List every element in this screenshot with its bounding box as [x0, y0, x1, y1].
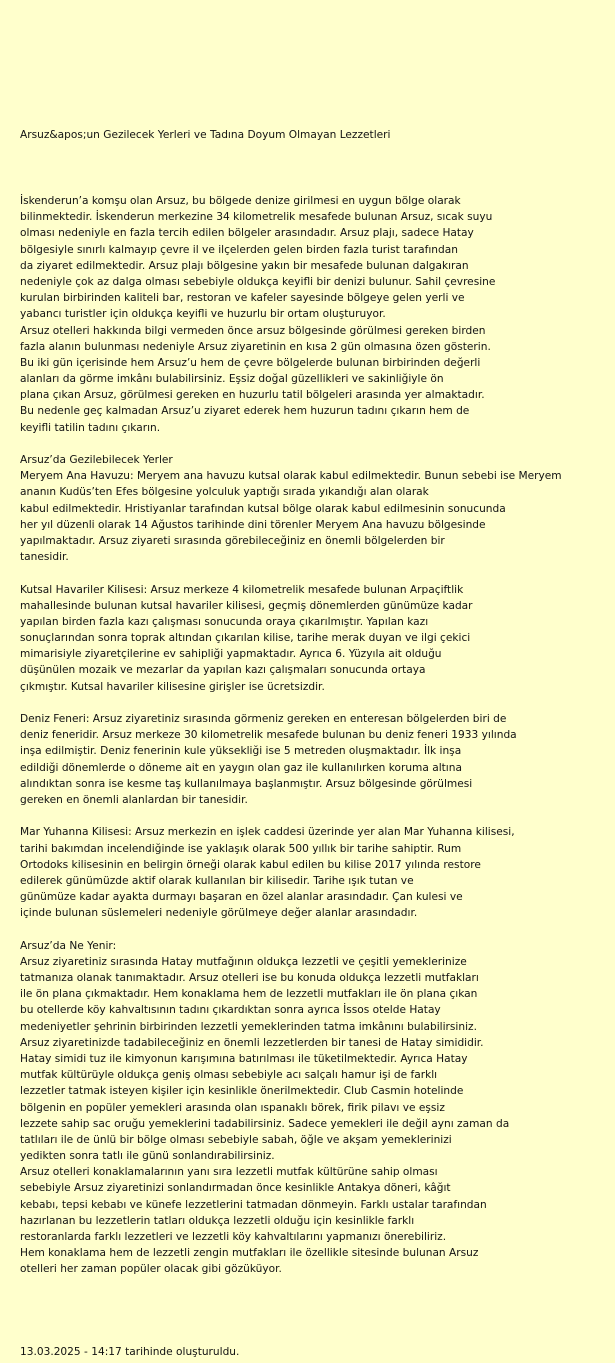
page-title: Arsuz&apos;un Gezilecek Yerleri ve Tadına Doyum Olmayan Lezzetleri	[20, 129, 391, 141]
text-line: günümüze kadar ayakta durmayı başaran en özel alanlar arasındadır. Çan kulesi ve	[20, 891, 463, 904]
paragraph-spacer	[20, 921, 610, 937]
text-line: kurulan birbirinden kaliteli bar, restoran ve kafeler sayesinde bölgeye gelen yerli ve	[20, 292, 465, 305]
text-line: Meryem Ana Havuzu: Meryem ana havuzu kutsal olarak kabul edilmektedir. Bunun sebebi ise Meryem	[20, 470, 562, 483]
text-line: tarihi bakımdan incelendiğinde ise yaklaşık olarak 500 yıllık bir tarihe sahiptir. Rum	[20, 842, 462, 855]
text-line: gereken en önemli alanlardan bir tanesidir.	[20, 793, 248, 806]
paragraph-spacer	[20, 565, 610, 581]
text-line: Bu iki gün içerisinde hem Arsuz’u hem de çevre bölgelerde bulunan birbirinden değerli	[20, 356, 481, 369]
article-body	[20, 193, 610, 1278]
text-line: keyifli tatilin tadını çıkarın.	[20, 421, 161, 434]
text-line: restoranlarda farklı lezzetleri ve lezzetli köy kahvaltılarını yapmanızı önerebiliriz.	[20, 1231, 447, 1243]
text-line: bölgesiyle sınırlı kalmayıp çevre il ve ilçelerden gelen birden fazla turist tarafından	[20, 243, 458, 256]
text-line: Kutsal Havariler Kilisesi: Arsuz merkeze 4 kilometrelik mesafede bulunan Arpaçiftlik	[20, 583, 464, 596]
text-line: medeniyetler şehrinin birbirinden lezzetli yemeklerinden tatma imkânını bulabilirsiniz.	[20, 1020, 477, 1033]
text-line: da ziyaret edilmektedir. Arsuz plajı bölgesine yakın bir mesafede bulunan dalgakıran	[20, 259, 469, 272]
text-line: edildiği dönemlerde o döneme ait en yaygın olan gaz ile kullanılırken koruma altına	[20, 761, 462, 774]
text-line: tatlıları ile de ünlü bir bölge olması sebebiyle sabah, öğle ve akşam yemeklerinizi	[20, 1133, 452, 1146]
text-line: kebabı, tepsi kebabı ve künefe lezzetlerini tatmadan dönmeyin. Farklı ustalar tarafından	[20, 1198, 487, 1211]
text-line: plana çıkan Arsuz, görülmesi gereken en huzurlu tatil bölgeleri arasında yer almaktadır.	[20, 389, 485, 402]
text-line: Ortodoks kilisesinin en belirgin örneği olarak kabul edilen bu kilise 2017 yılında restore	[20, 858, 481, 871]
text-line: Arsuz otelleri hakkında bilgi vermeden önce arsuz bölgesinde görülmesi gereken birden	[20, 324, 486, 337]
text-line: düşünülen mozaik ve mezarlar da yapılan kazı çalışmaları sonucunda ortaya	[20, 664, 426, 677]
text-line: mutfak kültürüyle oldukça geniş olması sebebiyle acı salçalı hamur işi de farklı	[20, 1069, 438, 1082]
text-line: Mar Yuhanna Kilisesi: Arsuz merkezin en işlek caddesi üzerinde yer alan Mar Yuhanna kilisesi,	[20, 826, 515, 839]
paragraph-spacer	[20, 808, 610, 824]
paragraph-spacer	[20, 436, 610, 452]
text-line: yabancı turistler için oldukça keyifli ve huzurlu bir ortam oluşturuyor.	[20, 308, 386, 321]
text-line: bölgenin en popüler yemekleri arasında olan ıspanaklı börek, firik pilavı ve eşsiz	[20, 1101, 445, 1114]
text-line: lezzete sahip sac oruğu yemeklerini tadabilirsiniz. Sadece yemekleri ile değil aynı zaman da	[20, 1117, 510, 1130]
text-line: yapılmaktadır. Arsuz ziyareti sırasında görebileceğiniz en önemli bölgelerden bir	[20, 534, 445, 547]
text-line: Hatay simidi tuz ile kimyonun karışımına batırılması ile tüketilmektedir. Ayrıca Hatay	[20, 1052, 468, 1065]
text-line: Deniz Feneri: Arsuz ziyaretiniz sırasında görmeniz gereken en enteresan bölgelerden biri de	[20, 713, 507, 725]
text-line: Bu nedenle geç kalmadan Arsuz’u ziyaret ederek hem huzurun tadını çıkarın hem de	[20, 405, 470, 418]
text-line: ananın Kudüs’ten Efes bölgesine yolculuk yaptığı sırada yıkandığı alan olarak	[20, 486, 429, 499]
text-line: tatmanıza olanak tanımaktadır. Arsuz otelleri ise bu konuda oldukça lezzetli mutfakları	[20, 972, 479, 984]
paragraph-spacer	[20, 695, 610, 711]
text-line: tanesidir.	[20, 551, 69, 564]
text-line: kabul edilmektedir. Hristiyanlar tarafından kutsal bölge olarak kabul edilmesinin sonucunda	[20, 502, 506, 515]
text-line: edilerek günümüzde aktif olarak kullanılan bir kilisedir. Tarihe ışık tutan ve	[20, 874, 414, 887]
text-line: sebebiyle Arsuz ziyaretinizi sonlandırmadan önce kesinlikle Antakya döneri, kâğıt	[20, 1182, 451, 1195]
text-line: mahallesinde bulunan kutsal havariler kilisesi, geçmiş dönemlerden günümüze kadar	[20, 599, 473, 612]
text-line: hazırlanan bu lezzetlerin tatları oldukça lezzetli olduğu için kesinlikle farklı	[20, 1214, 415, 1227]
text-line: inşa edilmiştir. Deniz fenerinin kule yüksekliği ise 5 metreden oluşmaktadır. İlk inşa	[20, 745, 462, 758]
text-line: olması nedeniyle en fazla tercih edilen bölgeler arasındadır. Arsuz plajı, sadece Hatay	[20, 227, 474, 240]
text-line: içinde bulunan süslemeleri nedeniyle görülmeye değer alanlar arasındadır.	[20, 907, 418, 920]
text-line: çıkmıştır. Kutsal havariler kilisesine girişler ise ücretsizdir.	[20, 680, 325, 693]
text-line: her yıl düzenli olarak 14 Ağustos tarihinde dini törenler Meryem Ana havuzu bölgesinde	[20, 518, 486, 531]
text-line: sonuçlarından sonra toprak altından çıkarılan kilise, tarihe merak duyan ve ilgi çekici	[20, 632, 471, 645]
text-line: bilinmektedir. İskenderun merkezine 34 kilometrelik mesafede bulunan Arsuz, sıcak suyu	[20, 211, 493, 224]
text-line: otelleri her zaman popüler olacak gibi gözüküyor.	[20, 1263, 282, 1276]
text-line: Arsuz otelleri konaklamalarının yanı sıra lezzetli mutfak kültürüne sahip olması	[20, 1166, 438, 1179]
text-line: nedeniyle çok az dalga olması sebebiyle oldukça keyifli bir denizi bulunur. Sahil çevresine	[20, 275, 496, 288]
text-line: lezzetler tatmak isteyen kişiler için kesinlikle önerilmektedir. Club Casmin hotelinde	[20, 1085, 464, 1098]
text-line: ile ön plana çıkmaktadır. Hem konaklama hem de lezzetli mutfakları ile ön plana çıkan	[20, 988, 478, 1001]
text-line: Hem konaklama hem de lezzetli zengin mutfakları ile özellikle sitesinde bulunan Arsuz	[20, 1247, 479, 1260]
text-line: Arsuz ziyaretinizde tadabileceğiniz en önemli lezzetlerden bir tanesi de Hatay simididir.	[20, 1036, 484, 1049]
text-line: alanları da görme imkânı bulabilirsiniz. Eşsiz doğal güzellikleri ve sakinliğiyle ön	[20, 373, 444, 386]
text-line: Arsuz’da Ne Yenir:	[20, 939, 117, 952]
text-line: Arsuz’da Gezilebilecek Yerler	[20, 454, 173, 466]
text-line: yapılan birden fazla kazı çalışması sonucunda oraya çıkarılmıştır. Yapılan kazı	[20, 615, 429, 628]
text-line: yedikten sonra tatlı ile günü sonlandırabilirsiniz.	[20, 1150, 275, 1163]
text-line: alındıktan sonra ise kesme taş kullanılmaya başlanmıştır. Arsuz bölgesinde görülmesi	[20, 777, 473, 790]
generated-timestamp: 13.03.2025 - 14:17 tarihinde oluşturuldu.	[20, 1346, 240, 1358]
text-line: Arsuz ziyaretiniz sırasında Hatay mutfağının oldukça lezzetli ve çeşitli yemeklerinize	[20, 955, 467, 968]
text-line: fazla alanın bulunması nedeniyle Arsuz ziyaretinin en kısa 2 gün olmasına özen gösterin.	[20, 340, 491, 353]
text-line: bu otellerde köy kahvaltısının tadını çıkardıktan sonra ayrıca İssos otelde Hatay	[20, 1004, 441, 1017]
text-line: deniz feneridir. Arsuz merkeze 30 kilometrelik mesafede bulunan bu deniz feneri 1933 yılında	[20, 729, 517, 742]
text-line: mimarisiyle ziyaretçilerine ev sahipliği yapmaktadır. Ayrıca 6. Yüzyıla ait olduğu	[20, 648, 442, 661]
text-line: İskenderun’a komşu olan Arsuz, bu bölgede denize girilmesi en uygun bölge olarak	[20, 195, 461, 207]
